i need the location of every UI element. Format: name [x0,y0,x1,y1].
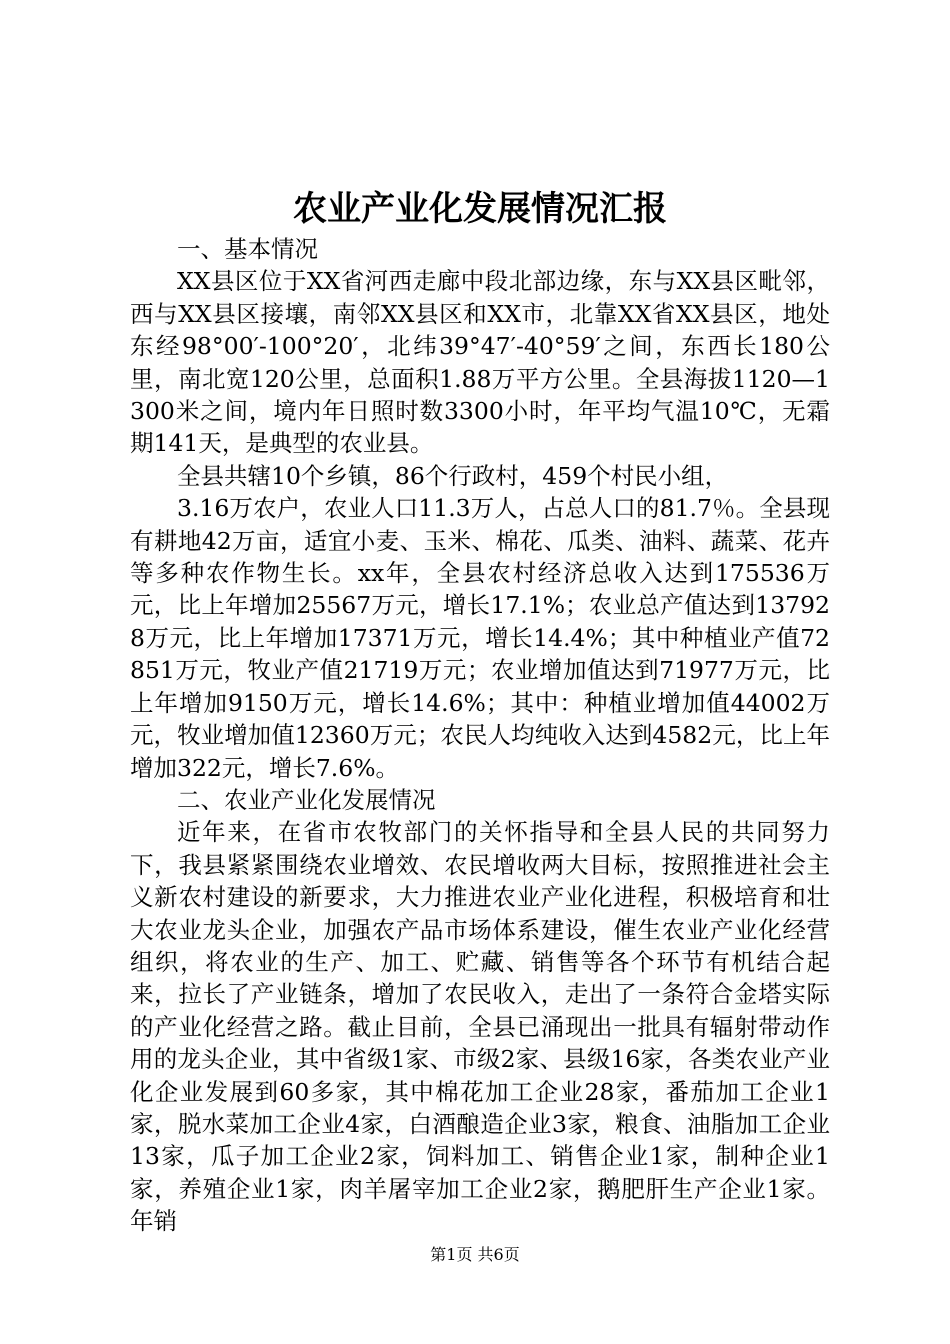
section-heading-industrialization: 二、农业产业化发展情况 [177,785,436,814]
document-body [130,233,830,1238]
paragraph-location: XX县区位于XX省河西走廊中段北部边缘，东与XX县区毗邻，西与XX县区接壤，南邻XX县区和XX市，北靠XX省XX县区，地处东经98°00′-100°20′，北纬39°47′-40°59′之间，东西长180公里，南北宽120公里，总面积1.88万平方公里。全县海拔1120—1300米之间，境内年日照时数3300小时，年平均气温10℃，无霜期141天，是典型的农业县。 [130,267,830,458]
page-footer: 第1页 共6页 [430,1245,520,1264]
paragraph-economy: 3.16万农户，农业人口11.3万人，占总人口的81.7％。全县现有耕地42万亩，适宜小麦、玉米、棉花、瓜类、油料、蔬菜、花卉等多种农作物生长。xx年，全县农村经济总收入达到175536万元，比上年增加25567万元，增长17.1%；农业总产值达到137928万元，比上年增加17371万元，增长14.4%；其中种植业产值72851万元，牧业产值21719万元；农业增加值达到71977万元，比上年增加9150万元，增长14.6%；其中：种植业增加值44002万元，牧业增加值12360万元；农民人均纯收入达到4582元，比上年增加322元，增长7.6%。 [130,494,830,782]
paragraph-administration: 全县共辖10个乡镇，86个行政村，459个村民小组， [177,461,729,490]
paragraph-industrialization: 近年来，在省市农牧部门的关怀指导和全县人民的共同努力下，我县紧紧围绕农业增效、农民增收两大目标，按照推进社会主义新农村建设的新要求，大力推进农业产业化进程，积极培育和壮大农业龙头企业，加强农产品市场体系建设，催生农业产业化经营组织，将农业的生产、加工、贮藏、销售等各个环节有机结合起来，拉长了产业链条，增加了农民收入，走出了一条符合金塔实际的产业化经营之路。截止目前，全县已涌现出一批具有辐射带动作用的龙头企业，其中省级1家、市级2家、县级16家，各类农业产业化企业发展到60多家，其中棉花加工企业28家，番茄加工企业1家，脱水菜加工企业4家，白酒酿造企业3家，粮食、油脂加工企业13家，瓜子加工企业2家，饲料加工、销售企业1家，制种企业1家，养殖企业1家，肉羊屠宰加工企业2家，鹅肥肝生产企业1家。年销 [130,818,830,1236]
document-title: 农业产业化发展情况汇报 [293,189,667,229]
section-heading-basic: 一、基本情况 [177,235,318,263]
